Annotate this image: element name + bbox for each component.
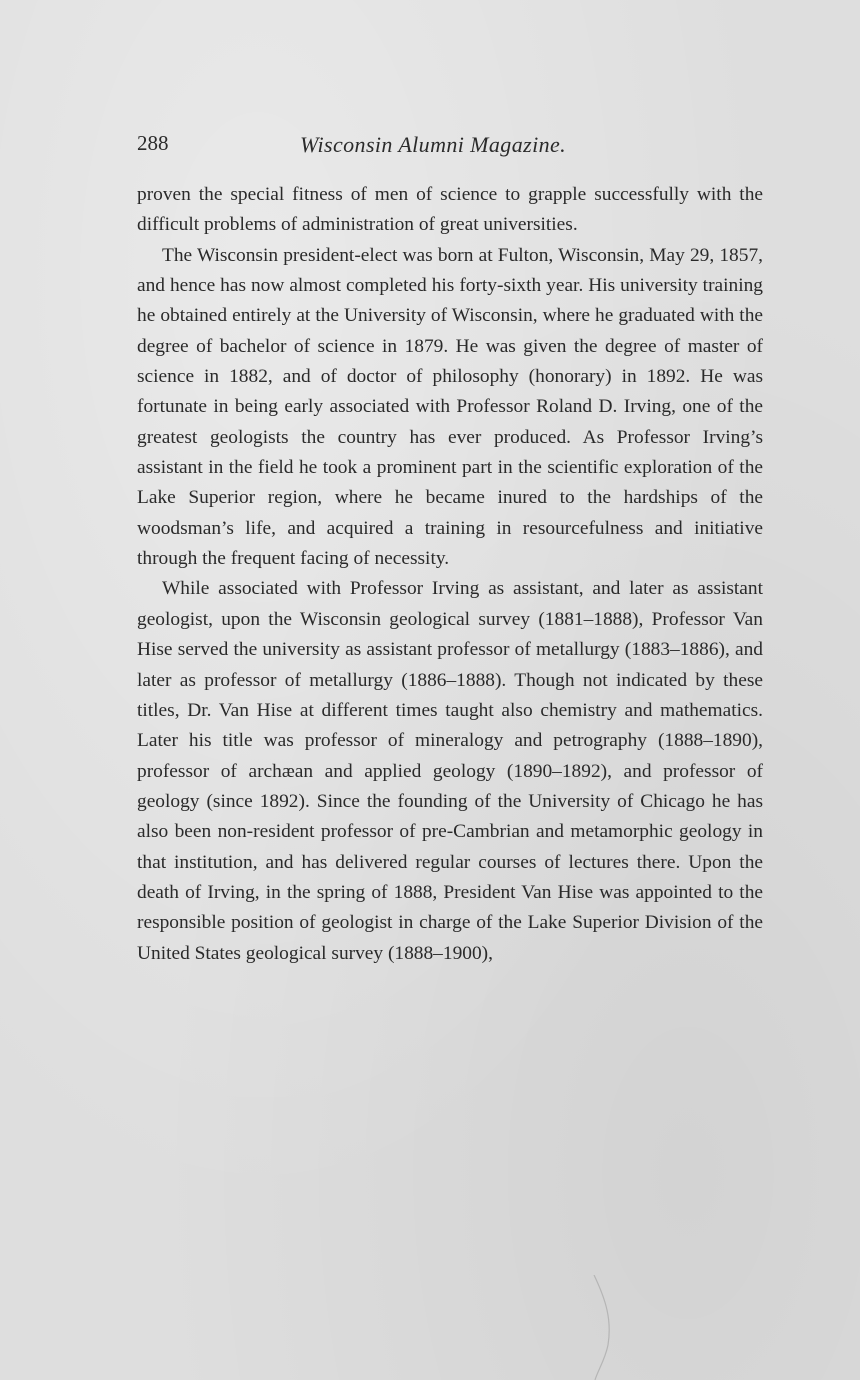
- magazine-title: Wisconsin Alumni Magazine.: [300, 132, 567, 157]
- paragraph-biography: The Wisconsin president-elect was born at Fulton, Wisconsin, May 29, 1857, and hence has now almost completed his forty-sixth year. His university training he obtained entirely at the University of Wisconsin, where he graduated with the degree of bachelor of science in 1879. He was given the degree of master of science in 1882, and of doctor of philosophy (honorary) in 1892. He was fortunate in being early associated with Professor Roland D. Irving, one of the greatest geologists the country has ever produced. As Professor Irving’s assistant in the field he took a prominent part in the scientific exploration of the Lake Superior region, where he became inured to the hardships of the woodsman’s life, and acquired a training in resourcefulness and initiative through the frequent facing of necessity.: [137, 244, 763, 570]
- article-body: [137, 180, 763, 969]
- paragraph-continued: proven the special fitness of men of science to grapple successfully with the difficult problems of administration of great universities.: [137, 184, 763, 236]
- paragraph-career: While associated with Professor Irving as assistant, and later as assistant geologist, upon the Wisconsin geological survey (1881–1888), Professor Van Hise served the university as assistant professor of metallurgy (1883–1886), and later as professor of metallurgy (1886–1888). Though not indicated by these titles, Dr. Van Hise at different times taught also chemistry and mathematics. Later his title was professor of mineralogy and petrography (1888–1890), professor of archæan and applied geology (1890–1892), and professor of geology (since 1892). Since the founding of the University of Chicago he has also been non-resident professor of pre-Cambrian and metamorphic geology in that institution, and has delivered regular courses of lectures there. Upon the death of Irving, in the spring of 1888, President Van Hise was appointed to the responsible position of geologist in charge of the Lake Superior Division of the United States geological survey (1888–1900),: [137, 578, 763, 964]
- paper-crease-mark: [588, 1275, 618, 1380]
- running-head: [137, 131, 767, 161]
- page-number: 288: [137, 131, 169, 155]
